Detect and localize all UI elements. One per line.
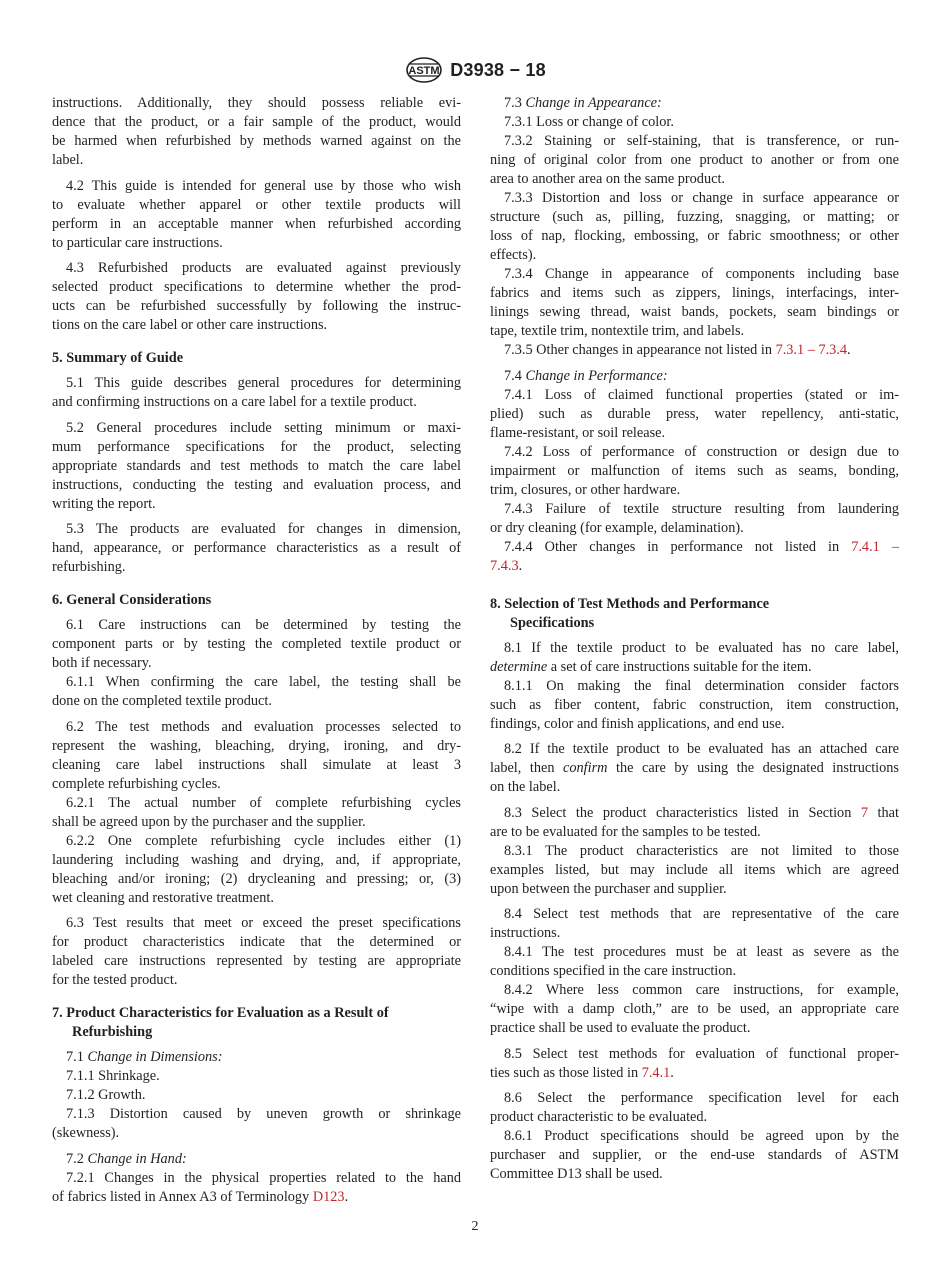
text-line: 7.4.2 Loss of performance of construction or design due to: [504, 443, 899, 460]
text-line: component parts or by testing the completed textile product or: [52, 636, 461, 652]
text-line: [490, 367, 899, 386]
text-line: 6.2 The test methods and evaluation processes selected to: [66, 718, 461, 735]
text-line: 7.3.1 Loss or change of color.: [504, 114, 674, 130]
text-line: 8.6.1 Product specifications should be agreed upon by the: [504, 1128, 899, 1144]
paragraph: [52, 1048, 461, 1067]
text-line: impairment or malfunction of items such as seams, bonding,: [490, 462, 899, 479]
italic-text: Change in Appearance:: [525, 95, 662, 111]
text-line: 6.1 Care instructions can be determined by testing the: [66, 617, 461, 633]
text-line: [490, 538, 899, 557]
italic-text: Change in Hand:: [87, 1150, 187, 1167]
text-segment: 7.3: [504, 95, 526, 111]
text-line: [52, 1048, 461, 1067]
text-line: both if necessary.: [52, 655, 152, 671]
paragraph: [490, 94, 899, 113]
text-line: loss of nap, flocking, embossing, or fabric smoothness; or other: [490, 228, 899, 244]
paragraph: [490, 1045, 899, 1083]
text-line: 8.5 Select test methods for evaluation of functional proper-: [504, 1045, 899, 1062]
text-line: 5.3 The products are evaluated for changes in dimension,: [66, 521, 461, 537]
text-line: instructions.: [490, 925, 561, 941]
text-line: tions on the care label or other care instructions.: [52, 317, 328, 333]
paragraph: [490, 905, 899, 943]
text-line: for product characteristics indicate that the determined or: [52, 934, 461, 950]
text-line: [490, 759, 899, 778]
text-line: 7.3.2 Staining or self-staining, that is transference, or run-: [504, 133, 899, 149]
text-line: label.: [52, 152, 84, 168]
text-line: 8.2 If the textile product to be evaluated has an attached care: [504, 741, 899, 757]
paragraph: [52, 520, 461, 577]
section-heading: [52, 1004, 461, 1042]
text-line: 7.1.2 Growth.: [66, 1087, 146, 1103]
cross-reference-link[interactable]: D123: [312, 1188, 345, 1205]
text-segment: label, then: [490, 760, 564, 776]
text-line: done on the completed textile product.: [52, 693, 272, 709]
text-line: 6. General Considerations: [52, 592, 212, 608]
text-line: 7. Product Characteristics for Evaluation as a Result of: [52, 1005, 389, 1021]
astm-logo-icon: [404, 56, 444, 84]
text-line: Refurbishing: [72, 1024, 153, 1040]
text-line: ning of original color from one product to another or from one: [490, 152, 899, 168]
paragraph: [490, 677, 899, 734]
text-line: complete refurbishing cycles.: [52, 775, 221, 792]
text-line: cleaning care label instructions shall simulate at least 3: [52, 756, 461, 773]
paragraph: [490, 341, 899, 360]
text-line: 4.2 This guide is intended for general use by those who wish: [66, 177, 461, 194]
text-line: 7.1.3 Distortion caused by uneven growth or shrinkage: [66, 1106, 461, 1122]
text-line: [490, 804, 899, 823]
text-line: perform in an acceptable manner when refurbished according: [52, 215, 461, 232]
text-line: hand, appearance, or performance characteristics as a result of: [52, 540, 461, 556]
text-line: [490, 341, 899, 360]
text-line: examples listed, but may include all items which are agreed: [490, 861, 899, 878]
text-segment: 7.1: [66, 1049, 88, 1065]
paragraph: [490, 265, 899, 341]
text-line: flame-resistant, or soil release.: [490, 424, 666, 441]
text-line: to particular care instructions.: [52, 234, 223, 251]
text-line: plied) such as durable press, water repellency, anti-static,: [490, 405, 899, 422]
text-line: and confirming instructions on a care label for a textile product.: [52, 394, 417, 410]
paragraph: [490, 943, 899, 981]
italic-text: determine: [490, 658, 548, 675]
text-line: [52, 1188, 461, 1207]
text-line: 5.2 General procedures include setting minimum or maxi-: [66, 419, 461, 436]
text-line: area to another area on the same product.: [490, 171, 725, 187]
text-line: fabrics and items such as zippers, linings, interfacings, inter-: [490, 285, 899, 301]
document-designation: D3938 − 18: [450, 59, 546, 80]
paragraph: [490, 538, 899, 576]
paragraph: [52, 673, 461, 711]
left-column: [52, 94, 461, 1207]
cross-reference-link[interactable]: 7.4.3: [490, 557, 519, 574]
text-segment: 8.3 Select the product characteristics listed in Section: [504, 804, 861, 821]
text-line: [490, 1064, 899, 1083]
text-segment: of fabrics listed in Annex A3 of Terminology: [52, 1188, 313, 1205]
paragraph: [490, 842, 899, 899]
paragraph: [490, 367, 899, 386]
text-segment: 7.3.5 Other changes in appearance not listed in: [504, 342, 776, 358]
text-line: linings sewing thread, waist bands, pockets, seam bindings or: [490, 304, 899, 320]
paragraph: [490, 189, 899, 265]
text-line: or dry cleaning (for example, delamination).: [490, 519, 744, 536]
paragraph: [490, 1127, 899, 1184]
text-line: tape, textile trim, nontextile trim, and labels.: [490, 323, 745, 339]
text-line: product characteristic to be evaluated.: [490, 1109, 708, 1125]
text-line: 8.4.1 The test procedures must be at least as severe as the: [504, 944, 899, 960]
text-line: wet cleaning and restorative treatment.: [52, 889, 274, 906]
paragraph: [52, 914, 461, 990]
text-line: [490, 94, 899, 113]
paragraph: [490, 500, 899, 538]
text-line: 4.3 Refurbished products are evaluated against previously: [66, 260, 461, 276]
text-line: [52, 1150, 461, 1169]
text-line: are to be evaluated for the samples to be tested.: [490, 823, 761, 840]
paragraph: [52, 616, 461, 673]
text-line: effects).: [490, 247, 537, 263]
paragraph: [52, 419, 461, 514]
text-line: be harmed when refurbished by methods warned against on the: [52, 133, 461, 149]
text-line: 7.1.1 Shrinkage.: [66, 1068, 160, 1084]
text-line: 8.1 If the textile product to be evaluated has no care label,: [504, 639, 899, 656]
text-line: 5.1 This guide describes general procedures for determining: [66, 375, 461, 391]
text-line: 6.3 Test results that meet or exceed the preset specifications: [66, 915, 461, 931]
paragraph: [52, 1169, 461, 1207]
paragraph: [490, 113, 899, 132]
text-line: represent the washing, bleaching, drying, ironing, and dry-: [52, 737, 461, 754]
text-line: refurbishing.: [52, 559, 126, 575]
paragraph: [490, 443, 899, 500]
text-line: [490, 658, 899, 677]
paragraph: [52, 177, 461, 253]
paragraph: [490, 386, 899, 443]
text-line: shall be agreed upon by the purchaser and the supplier.: [52, 813, 366, 830]
text-line: upon between the purchaser and supplier.: [490, 880, 727, 897]
paragraph: [490, 1089, 899, 1127]
cross-reference-link[interactable]: 7.3.1 – 7.3.4: [775, 342, 848, 358]
text-line: appropriate standards and test methods to match the care label: [52, 457, 461, 474]
paragraph: [52, 718, 461, 794]
text-line: 8.3.1 The product characteristics are not limited to those: [504, 842, 899, 859]
text-line: 8.1.1 On making the final determination consider factors: [504, 677, 899, 694]
paragraph: [490, 981, 899, 1038]
text-line: trim, closures, or other hardware.: [490, 481, 681, 498]
cross-reference-link[interactable]: 7: [860, 804, 869, 821]
text-line: conditions specified in the care instruction.: [490, 963, 737, 979]
text-line: selected product specifications to determine whether the prod-: [52, 279, 461, 295]
text-line: 7.3.4 Change in appearance of components including base: [504, 266, 899, 282]
text-line: to evaluate whether apparel or other textile products will: [52, 196, 461, 213]
text-segment: the care by using the designated instructions: [607, 760, 899, 776]
paragraph: [52, 374, 461, 412]
paragraph: [490, 804, 899, 842]
text-line: (skewness).: [52, 1125, 120, 1141]
cross-reference-link[interactable]: 7.4.1: [641, 1064, 671, 1081]
paragraph: [52, 832, 461, 908]
text-line: structure (such as, pilling, fuzzing, snagging, or matting; or: [490, 209, 899, 225]
text-segment: .: [670, 1064, 674, 1081]
text-segment: a set of care instructions suitable for the item.: [547, 658, 812, 675]
text-segment: 7.4.4 Other changes in performance not listed in: [504, 538, 852, 555]
section-heading: [490, 595, 899, 633]
text-line: 7.4.1 Loss of claimed functional properties (stated or im-: [504, 386, 899, 403]
text-segment: 7.2: [66, 1150, 88, 1167]
text-line: practice shall be used to evaluate the product.: [490, 1020, 751, 1036]
text-line: findings, color and finish applications, and end use.: [490, 715, 785, 732]
text-line: 6.2.1 The actual number of complete refurbishing cycles: [66, 794, 461, 811]
text-segment: .: [518, 557, 523, 574]
text-line: 6.2.2 One complete refurbishing cycle includes either (1): [66, 832, 461, 849]
text-line: on the label.: [490, 779, 561, 795]
paragraph: [490, 740, 899, 797]
italic-text: Change in Dimensions:: [87, 1049, 223, 1065]
paragraph: [490, 639, 899, 677]
text-segment: ties such as those listed in: [490, 1064, 642, 1081]
paragraph: [52, 1150, 461, 1169]
text-line: “wipe with a damp cloth,” are to be used, an appropriate care: [490, 1001, 899, 1017]
italic-text: Change in Performance:: [525, 367, 668, 384]
text-segment: 7.4: [504, 367, 526, 384]
text-line: ucts can be refurbished successfully by following the instruc-: [52, 298, 461, 314]
text-line: writing the report.: [52, 495, 156, 512]
text-line: 6.1.1 When confirming the care label, the testing shall be: [66, 674, 461, 690]
paragraph: [52, 259, 461, 335]
text-line: 8.4 Select test methods that are representative of the care: [504, 906, 899, 922]
paragraph: [490, 132, 899, 189]
text-segment: that: [868, 804, 899, 821]
text-segment: .: [847, 342, 851, 358]
paragraph: [52, 1105, 461, 1143]
text-line: 8.4.2 Where less common care instructions, for example,: [504, 982, 899, 998]
text-line: 5. Summary of Guide: [52, 350, 184, 366]
svg-text:ASTM: ASTM: [408, 65, 440, 77]
text-line: such as fiber content, fabric construction, item construction,: [490, 696, 899, 713]
text-line: 7.4.3 Failure of textile structure resulting from laundering: [504, 500, 899, 517]
page-number: 2: [471, 1219, 479, 1234]
text-segment: .: [344, 1188, 349, 1205]
right-column: [490, 94, 899, 1184]
text-line: Committee D13 shall be used.: [490, 1166, 663, 1182]
text-line: 8.6 Select the performance specification level for each: [504, 1090, 899, 1106]
text-line: purchaser and supplier, or the end-use standards of ASTM: [490, 1147, 899, 1163]
text-line: 7.3.3 Distortion and loss or change in surface appearance or: [504, 190, 899, 206]
text-line: dence that the product, or a fair sample of the product, would: [52, 114, 461, 130]
italic-text: confirm: [563, 760, 608, 776]
text-line: for the tested product.: [52, 972, 178, 988]
text-line: laundering including washing and drying, and, if appropriate,: [52, 851, 461, 868]
text-line: Specifications: [510, 614, 595, 631]
text-line: instructions, conducting the testing and evaluation process, and: [52, 476, 461, 493]
text-line: [490, 557, 899, 576]
paragraph: [52, 794, 461, 832]
paragraph: [52, 94, 461, 170]
paragraph: [52, 1086, 461, 1105]
text-line: bleaching and/or ironing; (2) drycleaning and pressing; or, (3): [52, 870, 461, 887]
text-line: 7.2.1 Changes in the physical properties related to the hand: [66, 1169, 461, 1186]
section-heading: [52, 349, 461, 368]
page-header: [0, 56, 950, 84]
text-line: 8. Selection of Test Methods and Performance: [490, 595, 770, 612]
paragraph: [52, 1067, 461, 1086]
section-heading: [52, 591, 461, 610]
text-line: instructions. Additionally, they should possess reliable evi-: [52, 95, 461, 111]
cross-reference-link[interactable]: 7.4.1 –: [851, 538, 899, 555]
text-line: labeled care instructions represented by testing are appropriate: [52, 953, 461, 969]
text-line: mum performance specifications for the product, selecting: [52, 438, 461, 455]
